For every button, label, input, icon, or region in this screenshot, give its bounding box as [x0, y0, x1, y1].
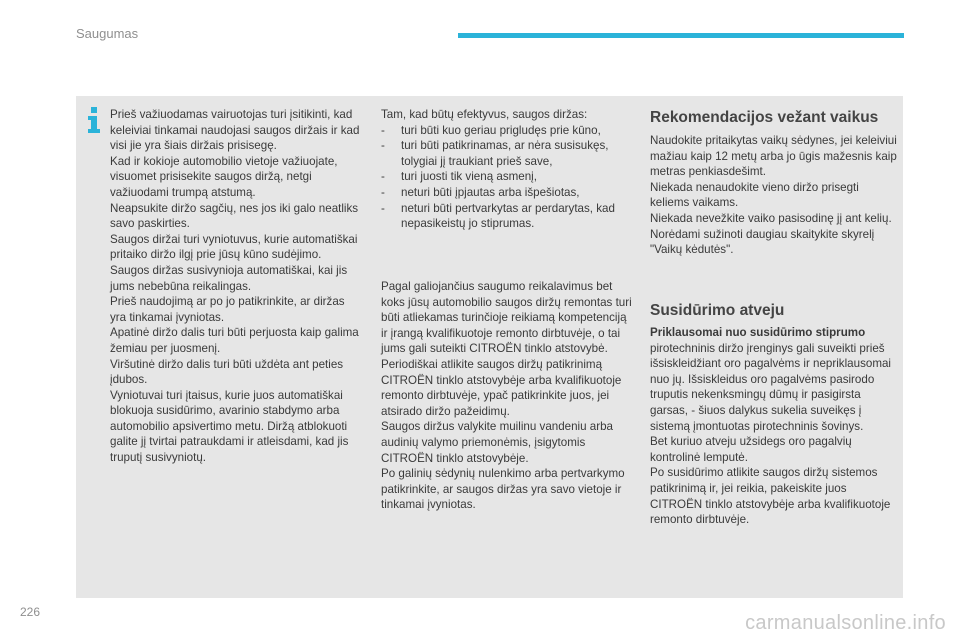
paragraph: Saugos diržai turi vyniotuvus, kurie automatiškai pritaiko diržo ilgį prie jūsų kūno sudėjimo. Saugos diržas susivynioja automatiškai, kai jis jums nebebūna reikalingas.	[110, 232, 358, 293]
lead-rest: pirotechninis diržo įrenginys gali suveikti prieš išsiskleidžiant oro pagalvėms ir nepriklausomai nuo jų. Išsiskleidus oro pagalvėms pasirodo truputis nekenksmingų dūmų ir pasigirsta garsas, - šiuos dalykus sukelia suveikęs į sistemą įmontuotas pirotechninis šovinys.	[650, 341, 891, 433]
paragraph: Viršutinė diržo dalis turi būti uždėta ant peties įdubos.	[110, 357, 344, 387]
paragraph: Niekada nevežkite vaiko pasisodinę jį ant kelių.	[650, 211, 892, 225]
header-accent-bar	[458, 33, 904, 38]
paragraph: Pagal galiojančius saugumo reikalavimus bet koks jūsų automobilio saugos diržų remontas turi būti atliekamas turinčioje reikiamą kompetenciją ir įrangą kvalifikuotoje remonto dirbtuvėje, o tai jums gali suteikti CITROËN tinklo atstovybė.	[381, 280, 632, 356]
paragraph	[650, 325, 900, 434]
section-title: Saugumas	[76, 26, 139, 41]
paragraph: Prieš važiuodamas vairuotojas turi įsitikinti, kad keleiviai tinkamai naudojasi saugos diržais ir kad visi jie yra šiais diržais prisisegę.	[110, 108, 360, 153]
info-icon	[83, 106, 105, 134]
paragraph: Vyniotuvai turi įtaisus, kurie juos automatiškai blokuoja susidūrimo, avarinio stabdymo arba automobilio apsivertimo metu. Diržą atblokuoti galite jį tvirtai patraukdami ir atleisdami, kad jis truputį susivyniotų.	[110, 388, 349, 465]
paragraph: Naudokite pritaikytas vaikų sėdynes, jei keleiviui mažiau kaip 12 metų arba jo ūgis mažesnis kaip metras penkiasdešimt.	[650, 134, 897, 179]
list-item: - neturi būti pertvarkytas ar perdarytas, kad nepasikeistų jo stiprumas.	[381, 201, 636, 232]
paragraph: Saugos diržus valykite muilinu vandeniu arba audinių valymo priemonėmis, įsigytomis CITROËN tinklo atstovybėje.	[381, 420, 614, 465]
paragraph: Po galinių sėdynių nulenkimo arba pertvarkymo patikrinkite, ar saugos diržas yra savo vietoje ir tinkamai įvyniotas.	[381, 467, 625, 512]
heading-children: Rekomendacijos vežant vaikus	[650, 109, 879, 126]
paragraph: Neapsukite diržo sagčių, nes jos iki galo neatliks savo paskirties.	[110, 201, 359, 231]
paragraph: Kad ir kokioje automobilio vietoje važiuojate, visuomet prisisekite saugos diržą, netgi važiuodami trumpą atstumą.	[110, 154, 338, 199]
list-item: - turi būti kuo geriau prigludęs prie kūno,	[381, 123, 636, 139]
paragraph: Norėdami sužinoti daugiau skaitykite skyrelį "Vaikų kėdutės".	[650, 227, 875, 257]
maintenance-text	[381, 279, 636, 513]
list-item: - turi būti patikrinamas, ar nėra susisukęs, tolygiai jį traukiant prieš save,	[381, 138, 636, 169]
list-intro: Tam, kad būtų efektyvus, saugos diržas:	[381, 108, 588, 121]
bold-lead: Priklausomai nuo susidūrimo stiprumo	[650, 326, 866, 339]
paragraph: Niekada nenaudokite vieno diržo prisegti keliems vaikams.	[650, 180, 859, 210]
list-item: - neturi būti įpjautas arba išpešiotas,	[381, 185, 636, 201]
paragraph: Po susidūrimo atlikite saugos diržų sistemos patikrinimą ir, jei reikia, pakeiskite juos CITROËN tinklo atstovybėje arba kvalifikuotoje remonto dirbtuvėje.	[650, 466, 891, 527]
paragraph: Bet kuriuo atveju užsidegs oro pagalvių kontrolinė lemputė.	[650, 435, 852, 464]
paragraph: Apatinė diržo dalis turi būti perjuosta kaip galima žemiau per juosmenį.	[110, 326, 359, 355]
paragraph: Periodiškai atlikite saugos diržų patikrinimą CITROËN tinklo atstovybėje arba kvalifikuotoje remonto dirbtuvėje, ypač patikrinkite juos, jei atsirado diržo pažeidimų.	[381, 357, 622, 418]
watermark: carmanualsonline.info	[745, 612, 946, 634]
page-number: 226	[20, 605, 41, 619]
children-recommendations	[650, 133, 900, 258]
paragraph: Prieš naudojimą ar po jo patikrinkite, ar diržas yra tinkamai įvyniotas.	[110, 295, 345, 324]
heading-collision: Susidūrimo atveju	[650, 302, 785, 319]
requirements-list	[381, 123, 636, 232]
seatbelt-instructions	[110, 107, 360, 466]
belt-requirements	[381, 107, 636, 232]
list-item: - turi juosti tik vieną asmenį,	[381, 169, 636, 185]
collision-text	[650, 325, 900, 528]
